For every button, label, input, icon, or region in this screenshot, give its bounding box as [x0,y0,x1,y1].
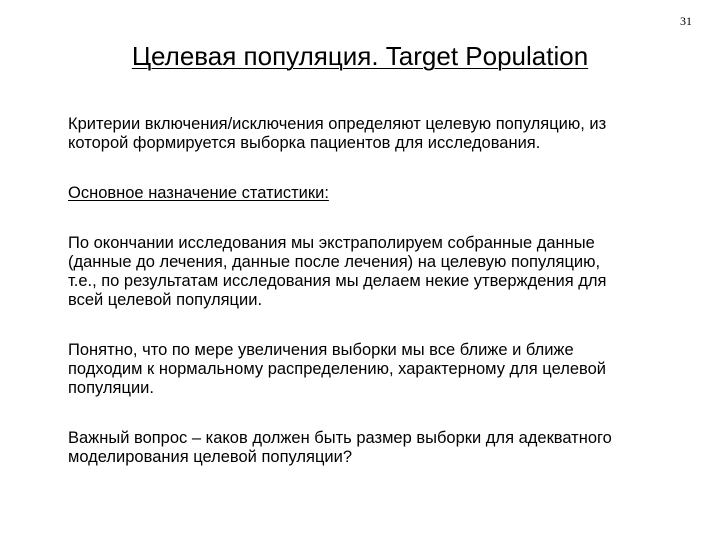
page-number: 31 [680,14,692,28]
paragraph-statistics-purpose-heading [68,184,329,203]
paragraph-line: т.е., по результатам исследования мы делаем некие утверждения для [68,272,607,290]
paragraph-line: По окончании исследования мы экстраполируем собранные данные [68,234,595,252]
paragraph-line: моделирования целевой популяции? [68,448,353,466]
paragraph-line: Понятно, что по мере увеличения выборки мы все ближе и ближе [68,341,574,359]
paragraph-line: (данные до лечения, данные после лечения) на целевую популяцию, [68,253,601,271]
paragraph-line: которой формируется выборка пациентов для исследования. [68,134,541,152]
paragraph-normal-distribution [68,341,606,398]
paragraph-extrapolation [68,234,606,310]
paragraph-line: подходим к нормальному распределению, характерному для целевой [68,360,606,378]
section-heading: Основное назначение статистики: [68,184,329,202]
paragraph-line: всей целевой популяции. [68,291,263,309]
paragraph-line: Важный вопрос – каков должен быть размер выборки для адекватного [68,429,612,447]
paragraph-inclusion-criteria [68,115,606,153]
paragraph-sample-size-question [68,429,612,467]
paragraph-line: популяции. [68,379,154,397]
paragraph-line: Критерии включения/исключения определяют целевую популяцию, из [68,115,607,133]
slide-title: Целевая популяция. Target Population [131,41,589,71]
